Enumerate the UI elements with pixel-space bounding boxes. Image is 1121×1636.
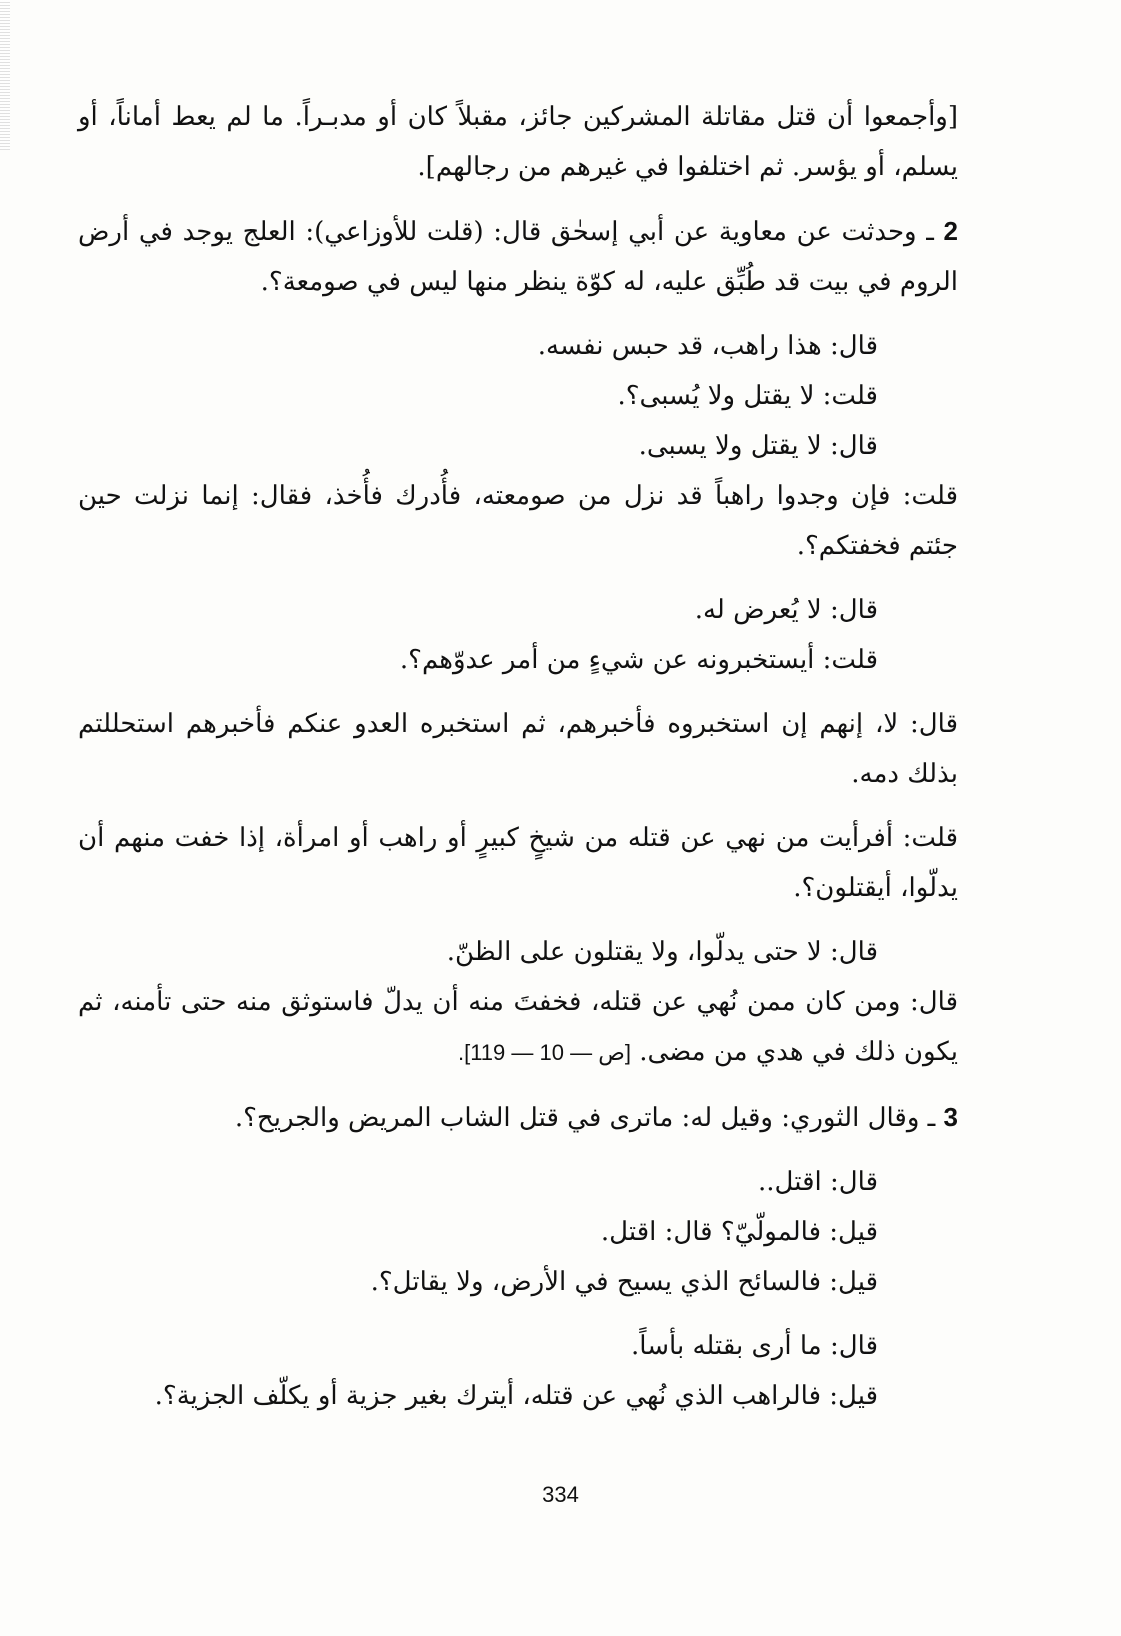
dialogue-line: قال: هذا راهب، قد حبس نفسه. <box>537 331 878 361</box>
dialogue-line-with-ref <box>78 977 958 1078</box>
paragraph-text: ـ وقال الثوري: وقيل له: ماترى في قتل الشاب المريض والجريح؟. <box>234 1103 936 1133</box>
source-reference: [ص — 10 — 119]. <box>457 1040 631 1065</box>
page-body <box>78 92 958 1421</box>
dialogue-line: قيل: فالمولّيّ؟ قال: اقتل. <box>600 1217 878 1247</box>
dialogue-text: قال: ومن كان ممن نُهي عن قتله، فخفتَ منه أن يدلّ فاستوثق منه حتى تأمنه، ثم يكون ذلك في هدي من مضى. <box>78 987 958 1067</box>
paragraph-2 <box>78 206 958 307</box>
dialogue-line: قيل: فالسائح الذي يسيح في الأرض، ولا يقاتل؟. <box>370 1267 878 1297</box>
paragraph-number: 2 <box>943 216 958 246</box>
dialogue-line: قلت: فإن وجدوا راهباً قد نزل من صومعته، فأُدرك فأُخذ، فقال: إنما نزلت حين جئتم فخفتكم؟. <box>78 481 958 561</box>
paragraph-text: ـ وحدثت عن معاوية عن أبي إسحٰق قال: (قلت للأوزاعي): العلج يوجد في أرض الروم في بيت قد طُبِّق عليه، له كوّة ينظر منها ليس في صومعة؟. <box>78 217 958 297</box>
dialogue-line: قال: لا حتى يدلّوا، ولا يقتلون على الظنّ. <box>446 937 878 967</box>
dialogue-line: قال: اقتل.. <box>758 1167 878 1197</box>
dialogue-line: قيل: فالراهب الذي نُهي عن قتله، أيترك بغير جزية أو يكلّف الجزية؟. <box>154 1381 878 1411</box>
dialogue-line: قلت: أفرأيت من نهي عن قتله من شيخٍ كبيرٍ أو راهب أو امرأة، إذا خفت منهم أن يدلّوا، أيقتلون؟. <box>78 823 958 903</box>
dialogue-line: قال: ما أرى بقتله بأساً. <box>631 1331 878 1361</box>
scan-edge <box>0 0 10 150</box>
dialogue-line: قال: لا، إنهم إن استخبروه فأخبرهم، ثم استخبره العدو عنكم فأخبرهم استحللتم بذلك دمه. <box>78 709 958 789</box>
paragraph-3 <box>78 1092 958 1143</box>
dialogue-line: قال: لا يُعرض له. <box>694 595 878 625</box>
dialogue-line: قلت: لا يقتل ولا يُسبى؟. <box>617 381 878 411</box>
paragraph-number: 3 <box>943 1102 958 1132</box>
dialogue-line: قال: لا يقتل ولا يسبى. <box>638 431 878 461</box>
paragraph-consensus: [وأجمعوا أن قتل مقاتلة المشركين جائز، مقبلاً كان أو مدبـراً. ما لم يعط أماناً، أو يسلم، أو يؤسر. ثم اختلفوا في غيرهم من رجالهم]. <box>78 102 958 182</box>
dialogue-line: قلت: أيستخبرونه عن شيءٍ من أمر عدوّهم؟. <box>399 645 878 675</box>
page-number: 334 <box>542 1482 579 1507</box>
